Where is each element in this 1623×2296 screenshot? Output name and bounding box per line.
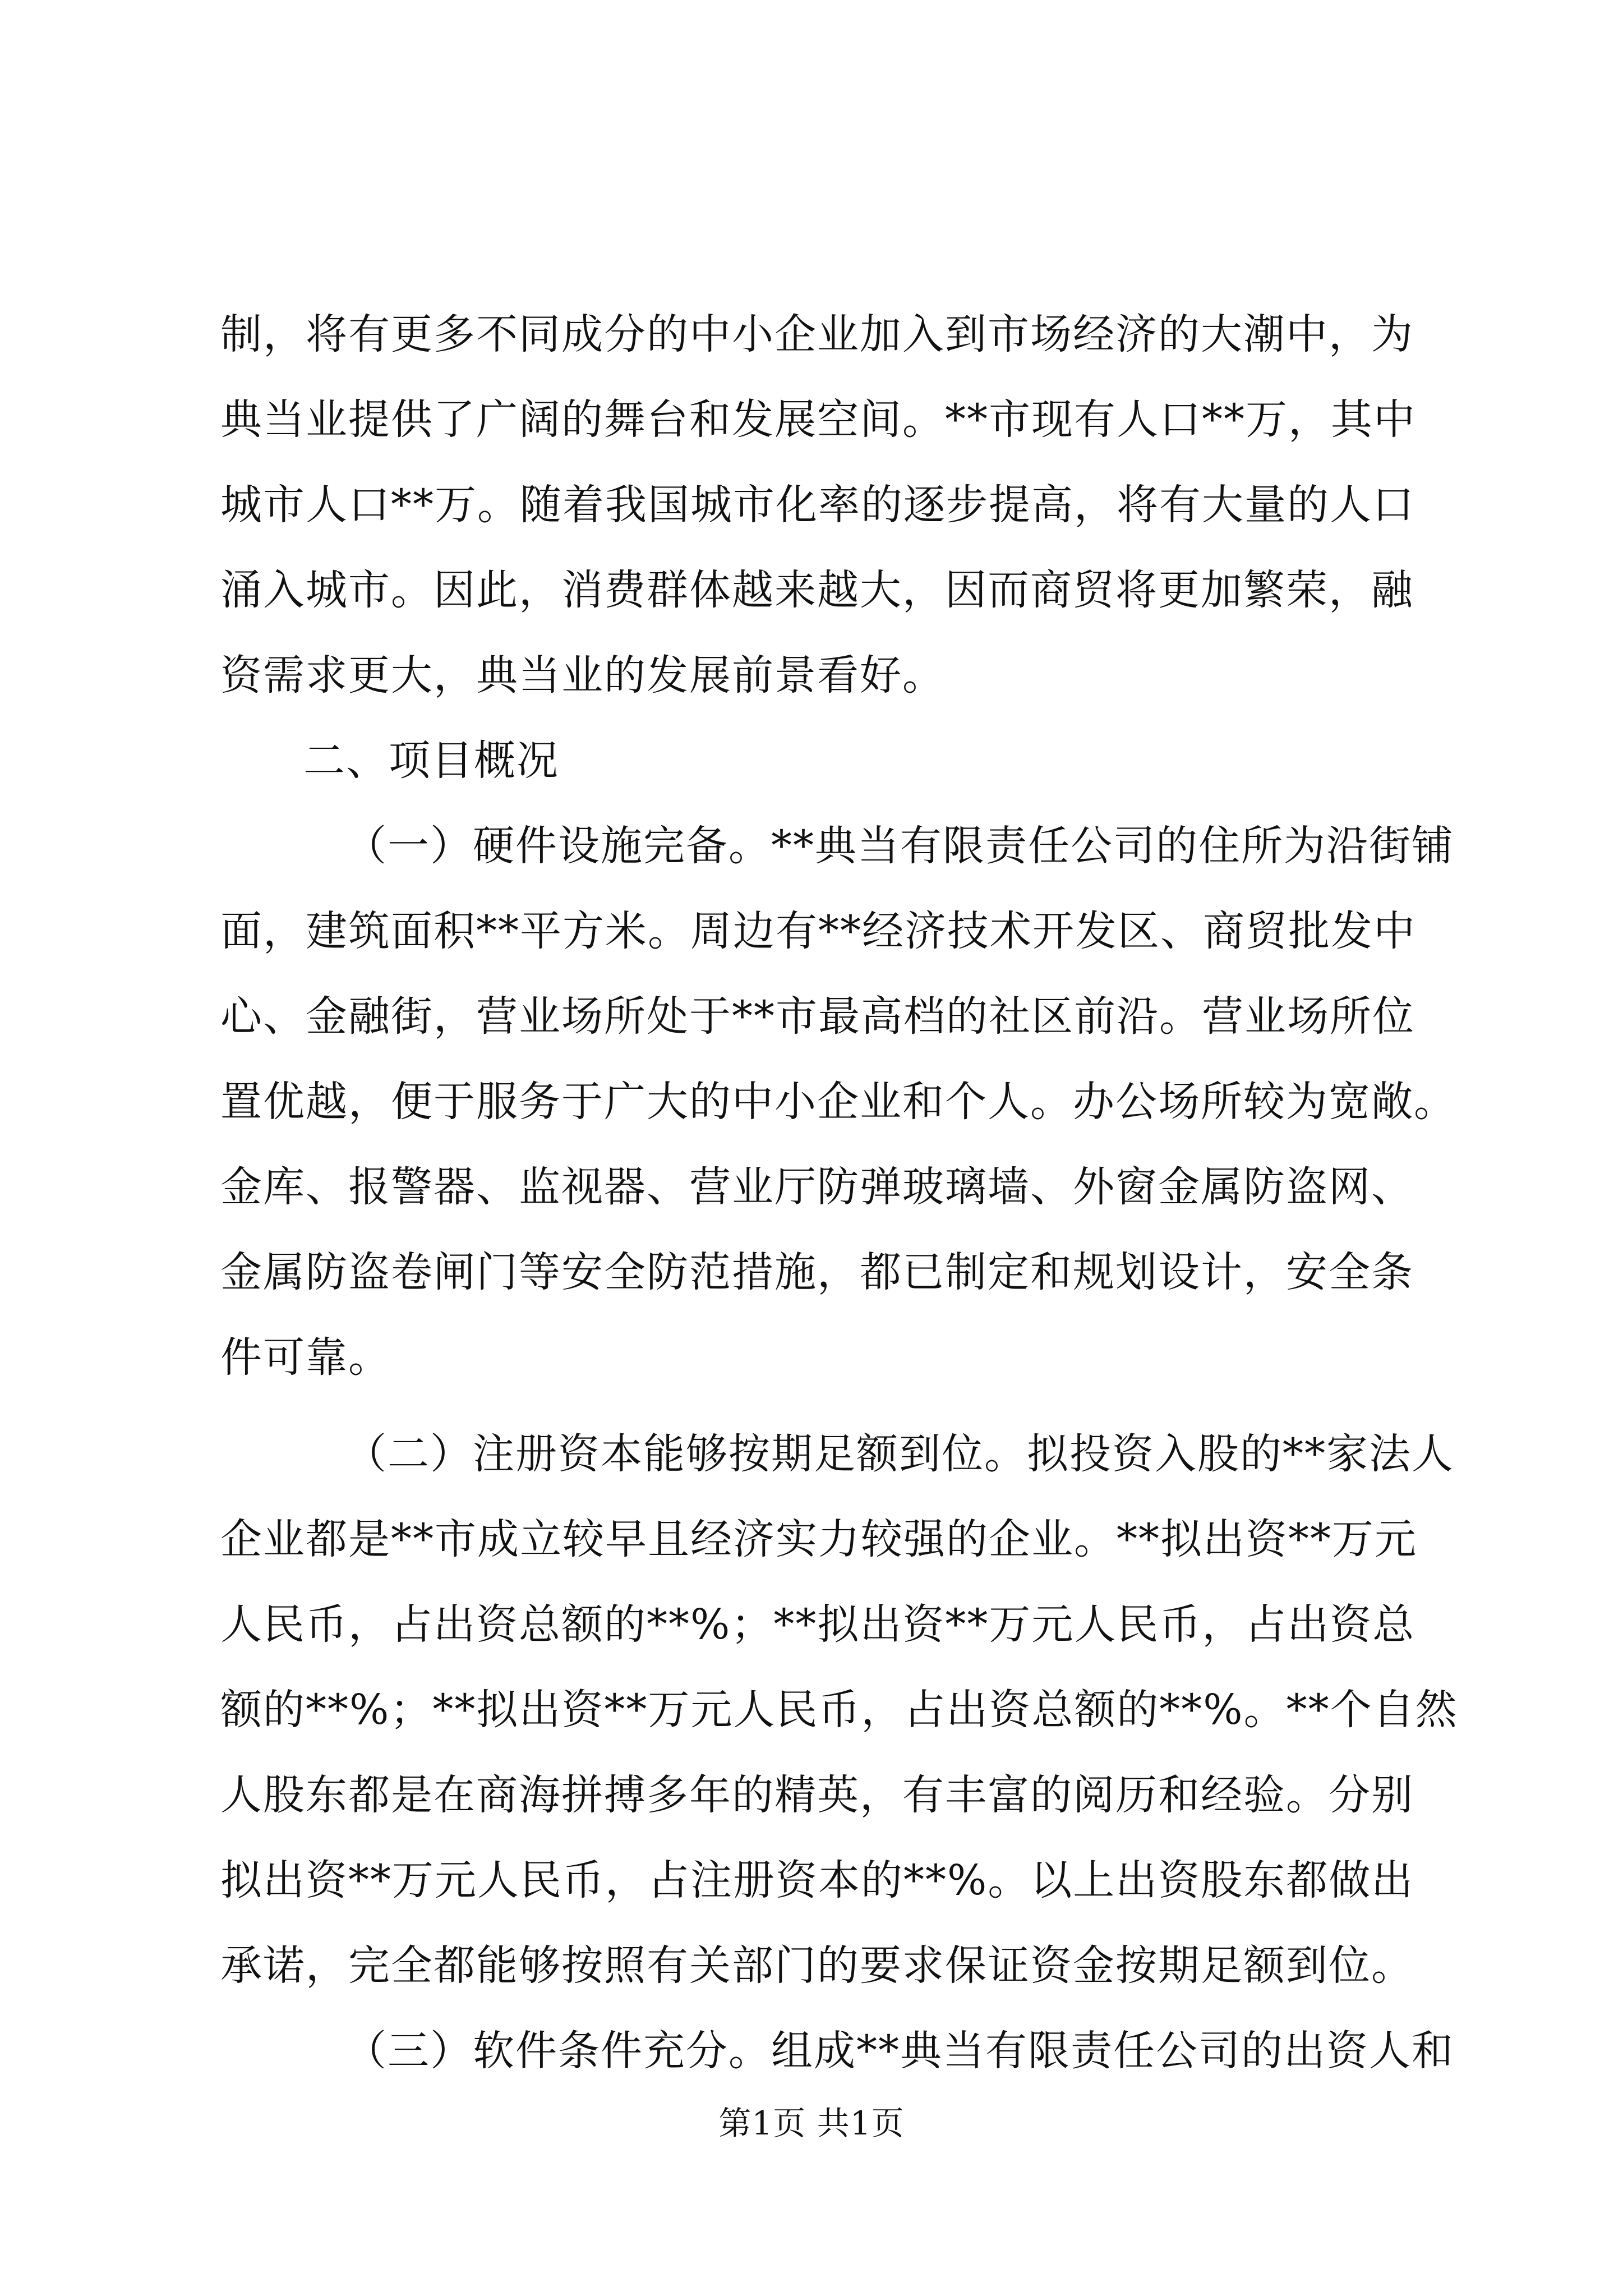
body-line: 制，将有更多不同成分的中小企业加入到市场经济的大潮中，为 [220,310,1414,358]
body-line: 拟出资**万元人民币，占注册资本的**%。以上出资股东都做出 [220,1856,1414,1904]
body-line: 人民币，占出资总额的**%；**拟出资**万元人民币，占出资总 [220,1600,1415,1649]
body-line: 额的**%；**拟出资**万元人民币，占出资总额的**%。**个自然 [220,1686,1458,1734]
body-line: 件可靠。 [220,1333,391,1382]
body-line: 资需求更大，典当业的发展前景看好。 [220,651,945,700]
body-line: （三）软件条件充分。组成**典当有限责任公司的出资人和 [345,2027,1454,2075]
body-line: 金库、报警器、监视器、营业厅防弹玻璃墙、外窗金属防盗网、 [220,1163,1414,1211]
section-heading: 二、项目概况 [303,737,559,785]
body-line: 典当业提供了广阔的舞台和发展空间。**市现有人口**万，其中 [220,395,1416,444]
body-line: 承诺，完全都能够按照有关部门的要求保证资金按期足额到位。 [220,1941,1414,1990]
body-line: 置优越，便于服务于广大的中小企业和个人。办公场所较为宽敞。 [220,1078,1456,1126]
body-line: 心、金融街，营业场所处于**市最高档的社区前沿。营业场所位 [220,992,1415,1041]
body-line: 企业都是**市成立较早且经济实力较强的企业。**拟出资**万元 [220,1515,1417,1563]
body-line: 人股东都是在商海拼搏多年的精英，有丰富的阅历和经验。分别 [220,1771,1414,1819]
body-line: 城市人口**万。随着我国城市化率的逐步提高，将有大量的人口 [220,481,1415,529]
body-line: 涌入城市。因此，消费群体越来越大，因而商贸将更加繁荣，融 [220,566,1414,614]
page-number-footer: 第1页 共1页 [718,2104,905,2142]
body-line: 面，建筑面积**平方米。周边有**经济技术开发区、商贸批发中 [220,907,1416,955]
document-body [220,292,1458,2093]
body-line: （一）硬件设施完备。**典当有限责任公司的住所为沿街铺 [345,822,1454,870]
body-line: （二）注册资本能够按期足额到位。拟投资入股的**家法人 [345,1430,1454,1478]
body-line: 金属防盗卷闸门等安全防范措施，都已制定和规划设计，安全条 [220,1248,1414,1296]
